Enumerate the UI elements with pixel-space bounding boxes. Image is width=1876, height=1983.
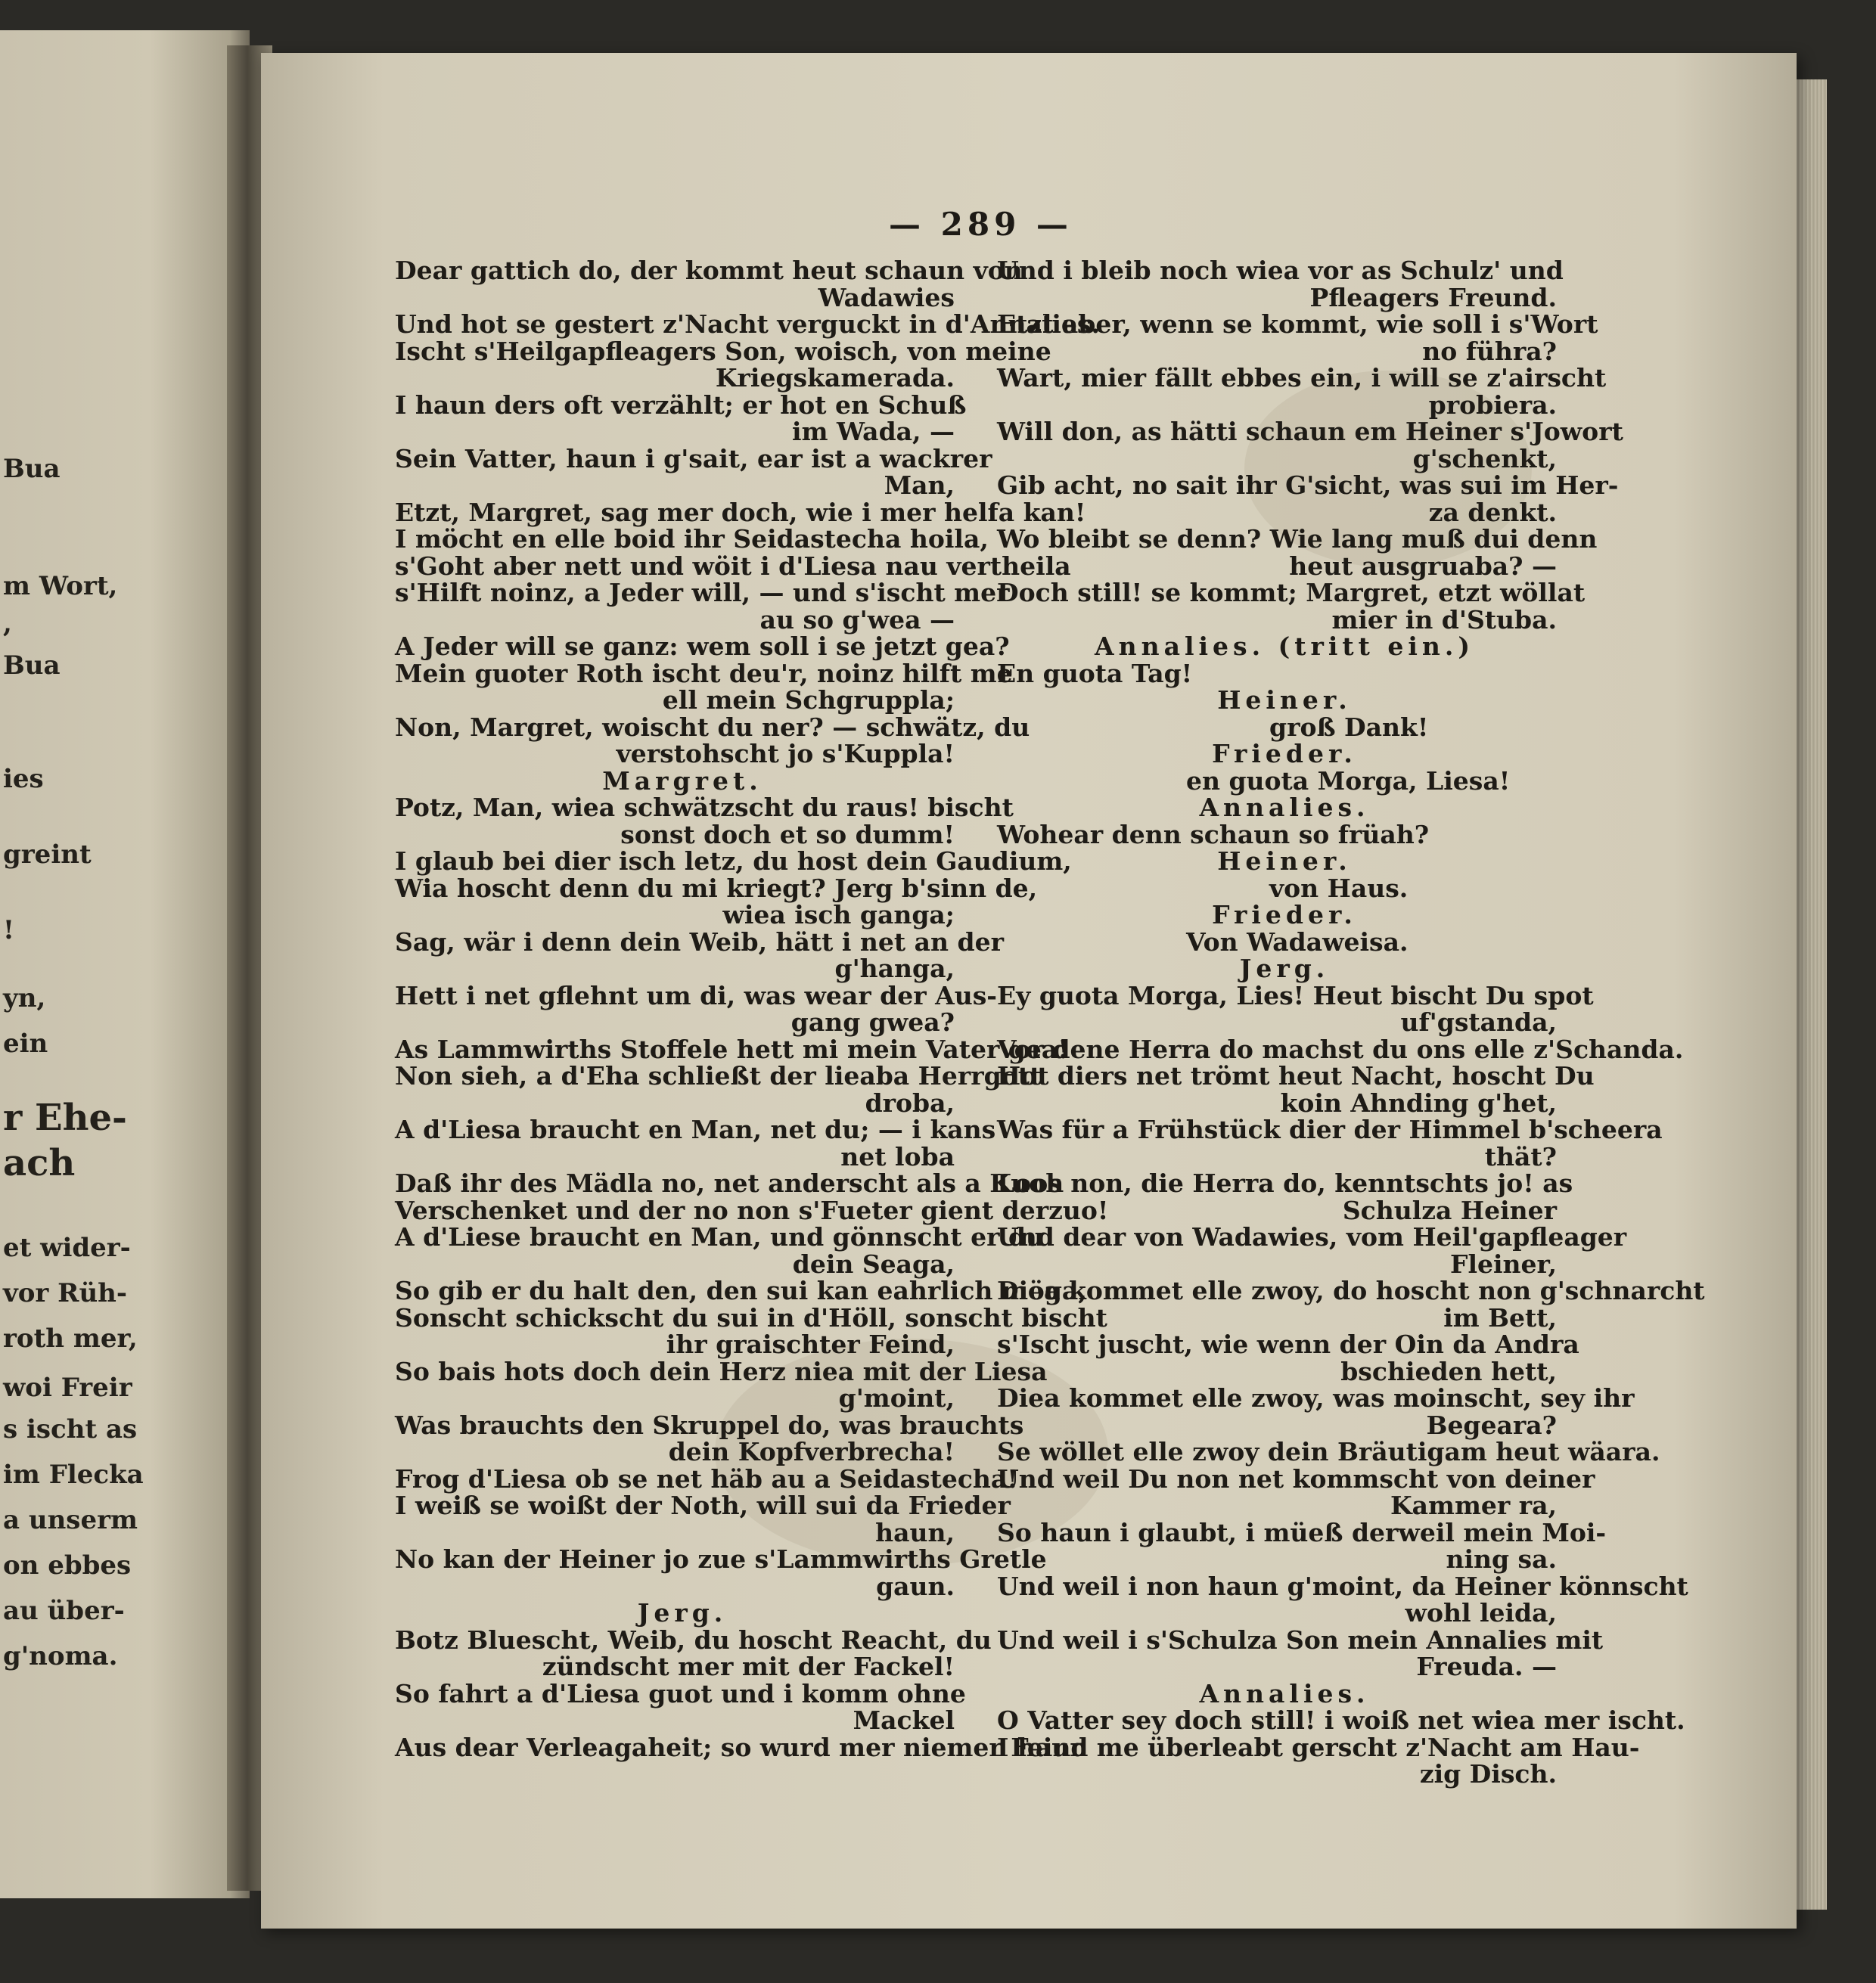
left-page-fragment: Bua [3,650,61,681]
verse-line: gang gwea? [790,1007,955,1037]
verse-line: en guota Morga, Liesa! [1186,765,1511,796]
verse-line: Begeara? [1426,1410,1557,1440]
verse-line: s'Hilft noinz, a Jeder will, — und s'ischt mer [395,578,1010,607]
verse-line: mier in d'Stuba. [1331,604,1557,635]
left-page-fragment: vor Rüh- [3,1278,127,1308]
verse-line: Etzt aber, wenn se kommt, wie soll i s'Wort [997,309,1598,339]
verse-line: Non, Margret, woischt du ner? — schwätz, du [395,712,1030,742]
verse-line: verstohscht jo s'Kuppla! [616,739,955,768]
left-page-fragment: ies [3,764,44,794]
verse-line: Frog d'Liesa ob se net häb au a Seidastecha! [395,1463,1018,1494]
verse-line: I haun me überleabt gerscht z'Nacht am Hau- [997,1732,1640,1762]
verse-line: Aus dear Verleagaheit; so wurd mer niemer Feind [395,1732,1089,1762]
verse-line: im Bett, [1443,1302,1557,1333]
verse-line: Fleiner, [1450,1249,1557,1279]
verse-line: Man, [884,470,955,500]
verse-line: s'Ischt juscht, wie wenn der Oin da Andra [997,1330,1579,1359]
verse-line: gaun. [876,1571,955,1601]
verse-line: No kan der Heiner jo zue s'Lammwirths Gretle [395,1544,1047,1574]
verse-line: Daß ihr des Mädla no, net anderscht als a Kuoh [395,1168,1064,1198]
verse-line: Verschenket und der no non s'Fueter gient derzuo! [395,1195,1109,1225]
verse-line: As Lammwirths Stoffele hett mi mein Vater gea! [395,1034,1069,1064]
verse-line: von Haus. [1269,873,1409,903]
verse-line: Potz, Man, wiea schwätzscht du raus! bischt [395,793,1014,822]
verse-line: probiera. [1428,389,1557,420]
verse-line: A d'Liese braucht en Man, und gönnscht er du [395,1222,1045,1252]
speaker-name: Jerg. [637,1598,728,1628]
verse-line: I glaub bei dier isch letz, du host dein Gaudium, [395,846,1072,876]
verse-line: So fahrt a d'Liesa guot und i komm ohne [395,1678,966,1708]
speaker-name: Annalies. [1199,793,1370,822]
verse-line: heut ausgruaba? — [1289,551,1557,581]
verse-line: dein Seaga, [792,1249,955,1279]
verse-line: Botz Bluescht, Weib, du hoscht Reacht, du [395,1625,992,1655]
verse-line: Was brauchts den Skruppel do, was brauchts [395,1410,1024,1440]
verse-line: g'schenkt, [1412,443,1557,473]
left-page-fragment: g'noma. [3,1641,118,1671]
verse-line: Ischt s'Heilgapfleagers Son, woisch, von meine [395,336,1051,366]
left-page-fragment: greint [3,839,92,870]
verse-line: ell mein Schgruppla; [662,685,955,715]
page-number: — 289 — [889,206,1073,243]
verse-line: Will don, as hätti schaun em Heiner s'Jowort [997,417,1623,446]
verse-line: wohl leida, [1405,1598,1557,1628]
verse-line: net loba [840,1141,955,1171]
verse-line: Wo bleibt se denn? Wie lang muß dui denn [997,524,1598,554]
verse-line: droba, [865,1088,955,1118]
verse-line: Wia hoscht denn du mi kriegt? Jerg b'sinn de, [395,873,1038,903]
verse-line: Etzt, Margret, sag mer doch, wie i mer helfa kan! [395,497,1086,527]
verse-line: Gib acht, no sait ihr G'sicht, was sui im Her- [997,470,1619,500]
verse-line: haun, [875,1517,955,1547]
verse-line: s'Goht aber nett und wöit i d'Liesa nau vertheila [395,551,1071,581]
verse-line: Sein Vatter, haun i g'sait, ear ist a wackrer [395,443,992,473]
verse-line: zig Disch. [1419,1759,1557,1789]
verse-line: no führa? [1422,336,1557,366]
verse-line: ning sa. [1446,1544,1557,1574]
verse-line: Kriegskamerada. [715,363,955,393]
verse-line: koin Ahnding g'het, [1280,1088,1557,1118]
verse-line: zündscht mer mit der Fackel! [542,1652,955,1681]
left-page-fragment: s ischt as [3,1414,138,1445]
verse-line: Ey guota Morga, Lies! Heut bischt Du spot [997,980,1594,1010]
left-page-fragment: roth mer, [3,1324,138,1354]
verse-line: dein Kopfverbrecha! [668,1437,955,1466]
verse-line: Se wöllet elle zwoy dein Bräutigam heut wäara. [997,1437,1660,1466]
verse-line: Sag, wär i denn dein Weib, hätt i net an der [395,926,1004,957]
verse-line: I möcht en elle boid ihr Seidastecha hoila, [395,524,989,554]
verse-line: Diea kommet elle zwoy, do hoscht non g'schnarcht [997,1276,1705,1305]
verse-line: O Vatter sey doch still! i woiß net wiea mer ischt. [997,1705,1685,1735]
verse-line: So gib er du halt den, den sui kan eahrlich möga, [395,1276,1087,1305]
verse-line: za denkt. [1428,497,1557,527]
verse-line: Sonscht schickscht du sui in d'Höll, sonscht bischt [395,1302,1107,1333]
verse-line: So haun i glaubt, i müeß derweil mein Moi- [997,1517,1607,1547]
verse-line: g'moint, [838,1383,955,1413]
verse-line: Schulza Heiner [1342,1195,1557,1225]
left-page-fragment: ! [3,915,14,945]
text-column-right [997,256,1705,1789]
verse-line: im Wada, — [792,417,955,446]
verse-line: Hett i net gflehnt um di, was wear der Aus- [395,980,997,1010]
left-page-fragment: yn, [3,983,46,1013]
speaker-name: Heiner. [1217,846,1352,876]
verse-line: Mackel [853,1705,955,1735]
verse-line: Vor dene Herra do machst du ons elle z'Schanda. [997,1034,1684,1064]
verse-line: g'hanga, [834,954,955,983]
verse-line: Non sieh, a d'Eha schließt der lieaba Herrgott [395,1061,1042,1091]
left-page-fragment: , [3,609,12,639]
verse-line: I haun ders oft verzählt; er hot en Schuß [395,389,967,420]
verse-line: Was für a Frühstück dier der Himmel b'scheera [997,1115,1663,1144]
left-page-fragment: ach [3,1142,76,1184]
left-page-fragment: on ebbes [3,1550,132,1581]
verse-line: Dear gattich do, der kommt heut schaun von [395,256,1023,285]
speaker-name: Frieder. [1212,900,1357,929]
verse-line: Pfleagers Freund. [1309,282,1557,312]
verse-line: Und weil i non haun g'moint, da Heiner könnscht [997,1571,1688,1601]
verse-line: En guota Tag! [997,658,1193,688]
verse-line: Hot diers net trömt heut Nacht, hoscht Du [997,1061,1595,1091]
verse-line: Und dear von Wadawies, vom Heil'gapfleager [997,1222,1627,1252]
verse-line: Wart, mier fällt ebbes ein, i will se z'airscht [997,363,1607,393]
verse-line: So bais hots doch dein Herz niea mit der Liesa [395,1356,1048,1386]
verse-line: Kammer ra, [1390,1491,1557,1520]
left-page-fragment: woi Freir [3,1373,132,1403]
verse-line: ihr graischter Feind, [666,1330,955,1359]
left-page-fragment: ein [3,1029,48,1059]
verse-line: uf'gstanda, [1400,1007,1557,1037]
verse-line: Wadawies [818,282,955,312]
left-page-fragment: r Ehe- [3,1097,127,1139]
speaker-name: Jerg. [1239,954,1330,983]
left-page-fragment: im Flecka [3,1460,144,1490]
verse-line: I weiß se woißt der Noth, will sui da Frieder [395,1491,1011,1520]
page-edges [1797,79,1827,1910]
verse-line: groß Dank! [1269,712,1429,742]
verse-line: Und i bleib noch wiea vor as Schulz' und [997,256,1564,285]
verse-line: A Jeder will se ganz: wem soll i se jetzt gea? [395,632,1010,661]
left-page-fragment: m Wort, [3,571,118,601]
verse-line: thät? [1484,1141,1557,1171]
verse-line: au so g'wea — [759,604,955,635]
verse-line: Von Wadaweisa. [1186,926,1409,957]
speaker-name: Annalies. [1199,1678,1370,1708]
verse-line: wiea isch ganga; [722,900,955,929]
verse-line: Diea kommet elle zwoy, was moinscht, sey ihr [997,1383,1635,1413]
speaker-name: Frieder. [1212,739,1357,768]
verse-line: Loos non, die Herra do, kenntschts jo! as [997,1168,1573,1198]
verse-line: Und weil i s'Schulza Son mein Annalies mit [997,1625,1604,1655]
left-page-fragment: au über- [3,1596,125,1626]
verse-line: bschieden hett, [1340,1356,1557,1386]
verse-line: sonst doch et so dumm! [620,819,955,849]
left-page-fragment: Bua [3,454,61,484]
verse-line: Freuda. — [1416,1652,1557,1681]
left-page-fragment: et wider- [3,1233,131,1263]
left-page [0,30,250,1898]
speaker-name: Annalies. (tritt ein.) [1095,632,1474,661]
verse-line: Doch still! se kommt; Margret, etzt wöllat [997,578,1586,607]
verse-line: Und hot se gestert z'Nacht verguckt in d'Annalies. [395,309,1100,339]
speaker-name: Heiner. [1217,685,1352,715]
left-page-fragment: a unserm [3,1505,138,1535]
verse-line: A d'Liesa braucht en Man, net du; — i kans [395,1115,996,1144]
speaker-name: Margret. [602,765,763,796]
verse-line: Wohear denn schaun so früah? [997,819,1430,849]
verse-line: Und weil Du non net kommscht von deiner [997,1463,1595,1494]
verse-line: Mein guoter Roth ischt deu'r, noinz hilft me [395,658,1013,688]
